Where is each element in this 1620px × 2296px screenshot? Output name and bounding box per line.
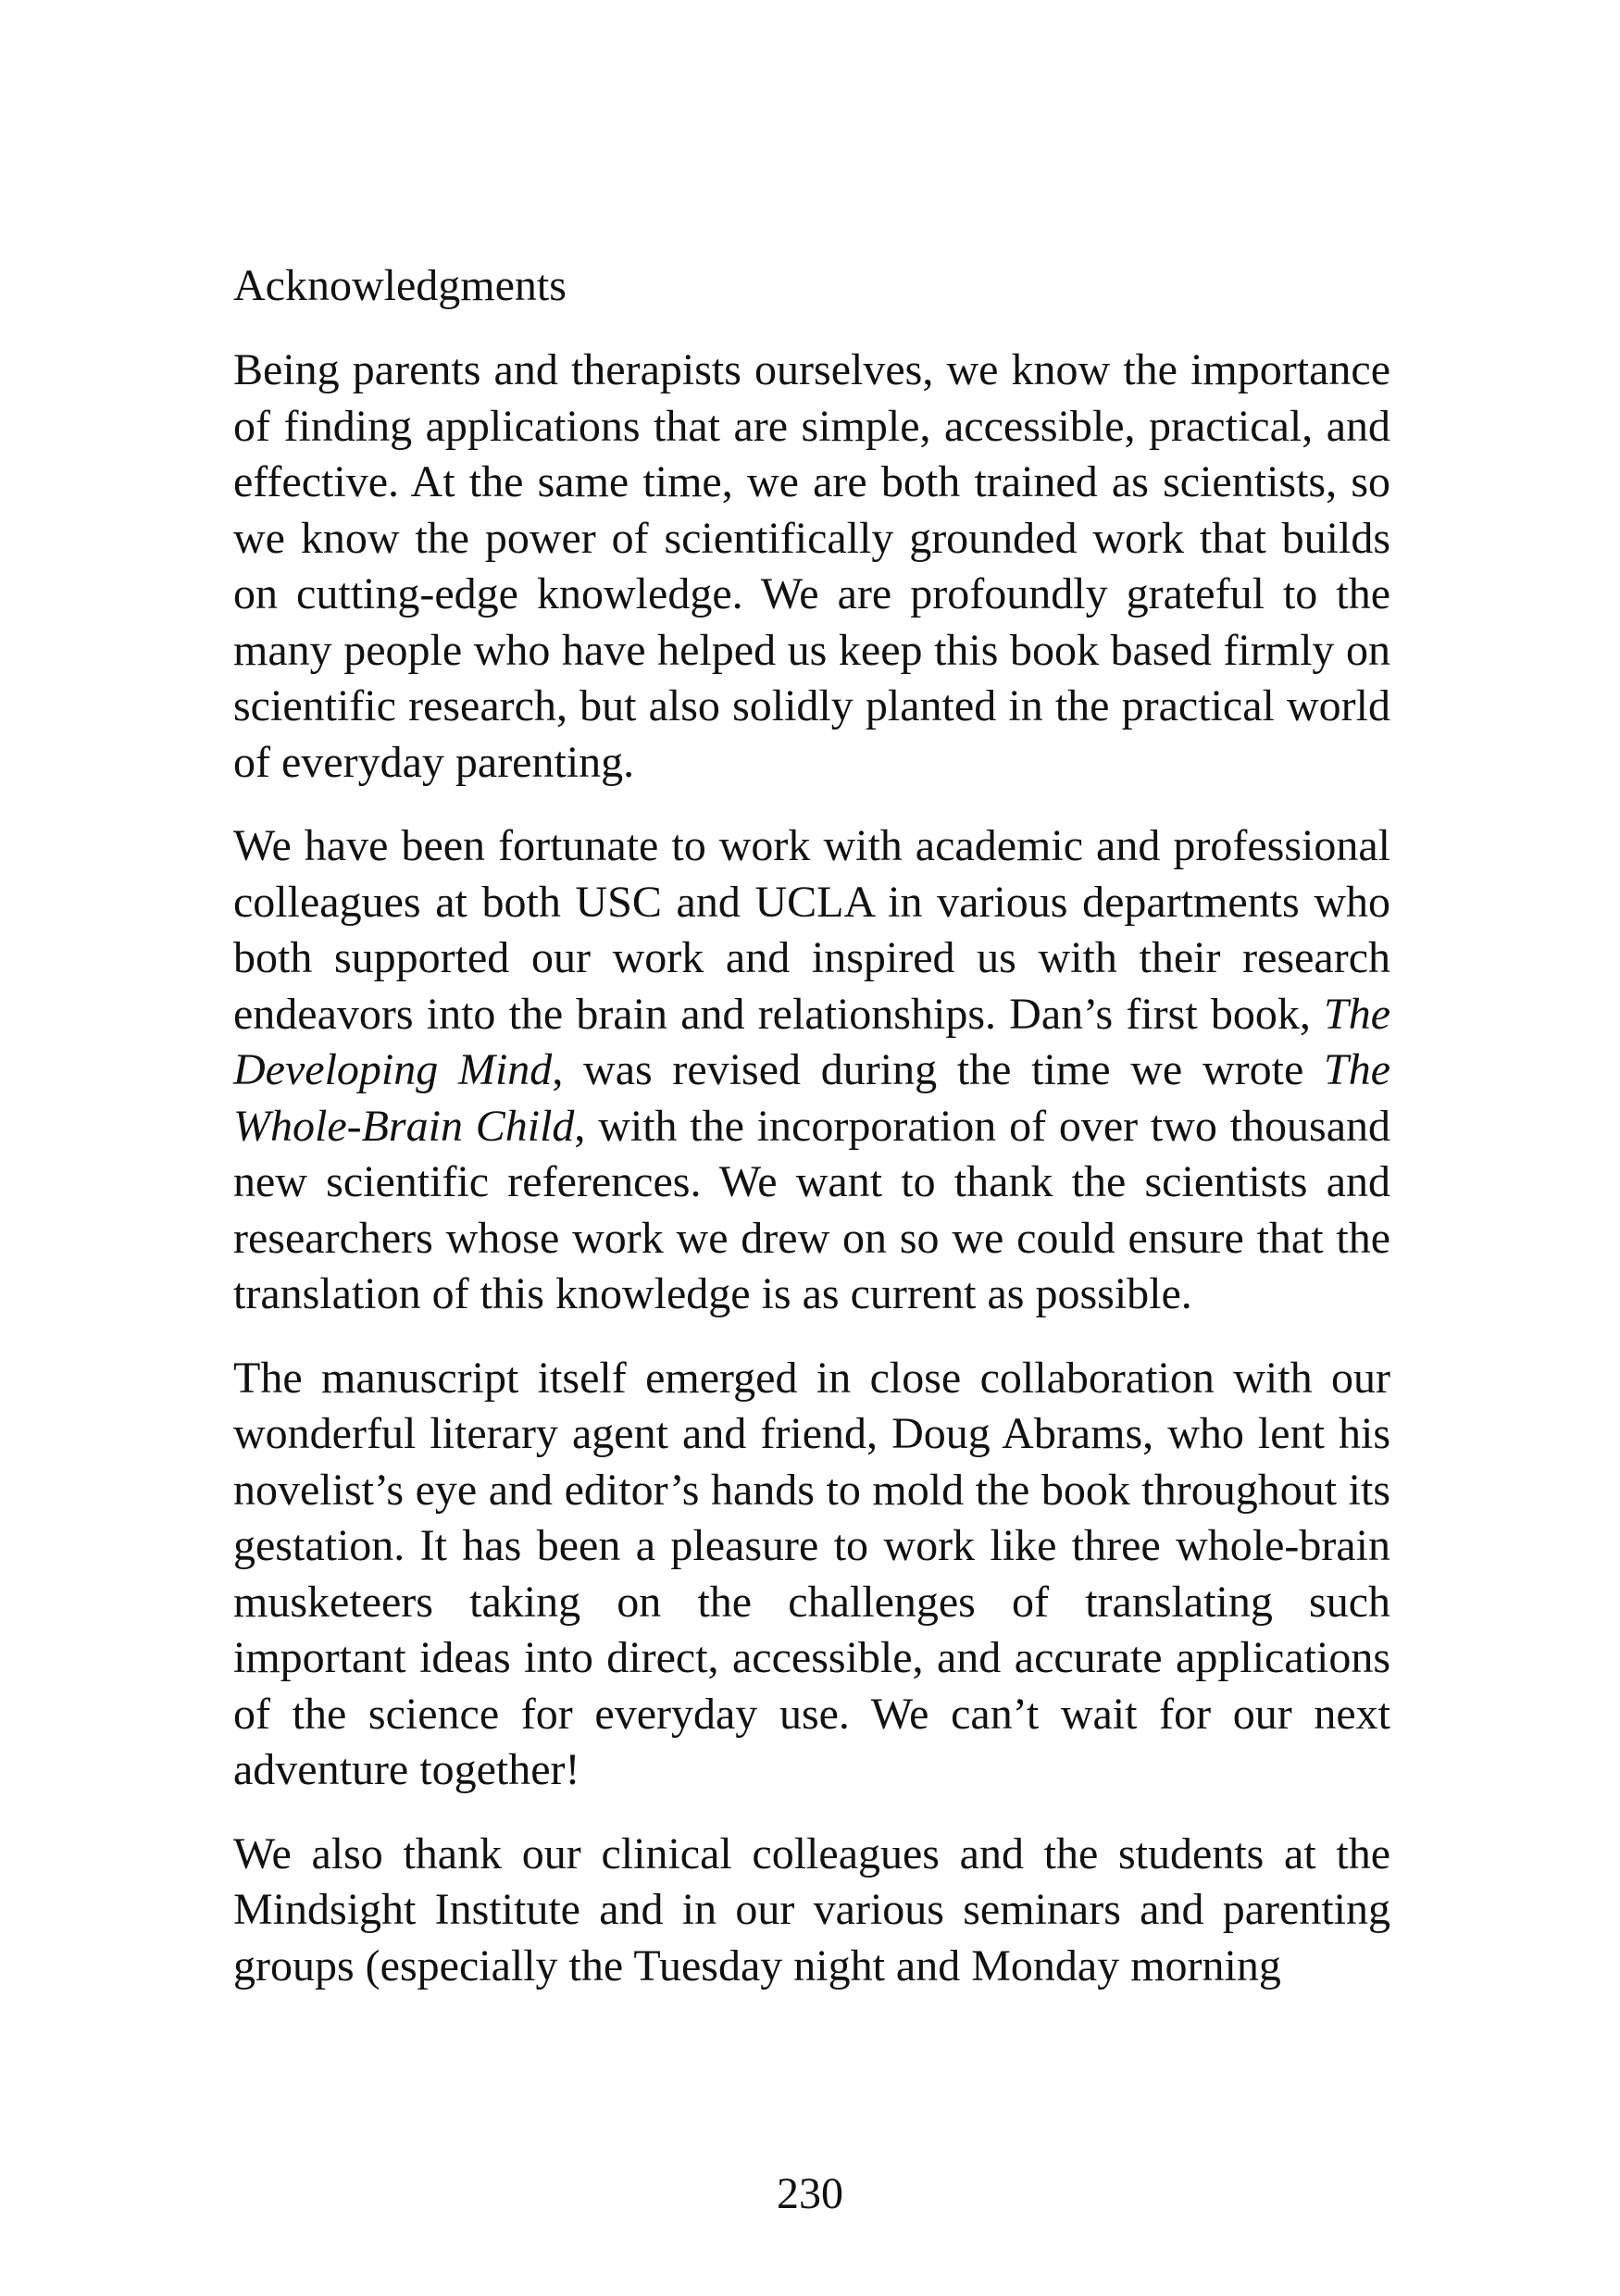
page-content bbox=[233, 257, 1390, 2022]
section-heading: Acknowledgments bbox=[233, 261, 567, 310]
book-title-italic: The Developing Mind bbox=[233, 989, 1390, 1094]
paragraph-text: The manuscript itself emerged in close collaboration with our wonderful literary agent and friend, Doug Abrams, who lent his novelist’s eye and editor’s hands to mold the book throughout its gestation. It has been a pleasure to work like three whole-brain musketeers taking on the challenges of translating such important ideas into direct, accessible, and accurate applications of the science for everyday use. We can’t wait for our next adventure together! bbox=[233, 1353, 1390, 1794]
page-number: 230 bbox=[777, 2169, 843, 2218]
paragraph-text: We also thank our clinical colleagues and the students at the Mindsight Institute and in our various seminars and parenting groups (especially the Tuesday night and Monday morning bbox=[233, 1828, 1390, 1990]
paragraph-text: We have been fortunate to work with academic and professional colleagues at both USC and UCLA in various departments who both supported our work and inspired us with their research endeavors into the brain and relationships. Dan’s first book, bbox=[233, 821, 1390, 1039]
paragraph-text: , was revised during the time we wrote bbox=[552, 1045, 1324, 1094]
paragraph-1 bbox=[233, 343, 1390, 791]
paragraph-text: Being parents and therapists ourselves, we know the importance of finding applications that are simple, accessible, practical, and effective. At the same time, we are both trained as scientists, so we know the power of scientifically grounded work that builds on cutting-edge knowledge. We are profoundly grateful to the many people who have helped us keep this book based firmly on scientific research, but also solidly planted in the practical world of everyday parenting. bbox=[233, 345, 1390, 787]
book-title-italic: The Whole-Brain Child bbox=[233, 1045, 1390, 1151]
paragraph-4 bbox=[233, 1827, 1390, 1995]
paragraph-text: , with the incorporation of over two thousand new scientific references. We want to thank the scientists and researchers whose work we drew on so we could ensure that the translation of this knowledge is as current as possible. bbox=[233, 1101, 1391, 1318]
paragraph-3 bbox=[233, 1351, 1390, 1799]
paragraph-2 bbox=[233, 818, 1390, 1323]
